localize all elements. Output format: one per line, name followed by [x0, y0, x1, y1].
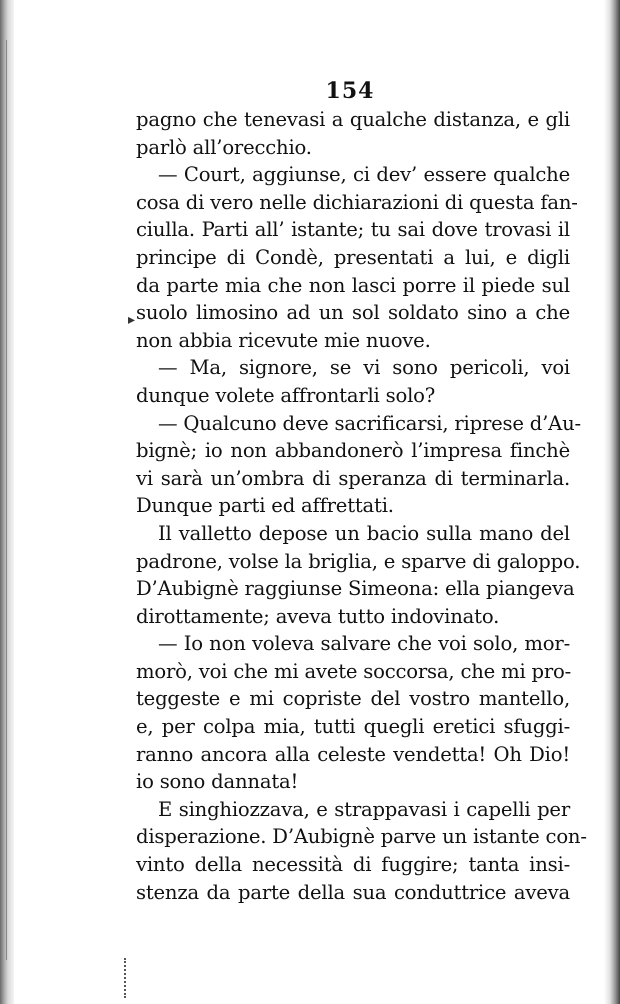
text-line: — Io non voleva salvare che voi solo, mor-: [158, 632, 570, 656]
text-line: parlò all’orecchio.: [136, 135, 312, 159]
text-line: dirottamente; aveva tutto indovinato.: [136, 604, 500, 628]
text-line: vinto della necessità di fuggire; tanta insi-: [136, 853, 570, 877]
text-line: e, per colpa mia, tutti quegli eretici sfuggi-: [136, 715, 570, 739]
text-line: Il valletto depose un bacio sulla mano del: [158, 521, 570, 545]
text-line: cosa di vero nelle dichiarazioni di questa fan-: [136, 190, 578, 214]
text-line: non abbia ricevute mie nuove.: [136, 328, 431, 352]
text-line: dunque volete affrontarli solo?: [136, 383, 436, 407]
text-line: — Court, aggiunse, ci dev’ essere qualche: [158, 163, 570, 187]
text-line: pagno che tenevasi a qualche distanza, e gli: [136, 108, 570, 131]
binding-edge-line: [6, 40, 7, 960]
text-line: Dunque parti ed affrettati.: [136, 494, 394, 518]
bottom-margin-marks: [124, 958, 130, 998]
text-line: da parte mia che non lasci porre il piede sul: [136, 273, 570, 297]
text-line: vi sarà un’ombra di speranza di terminarla.: [136, 466, 570, 490]
text-line: ranno ancora alla celeste vendetta! Oh Dio!: [136, 742, 570, 766]
stray-mark: ▸: [128, 312, 136, 328]
text-line: bignè; io non abbandonerò l’impresa finchè: [136, 439, 570, 463]
text-line: D’Aubignè raggiunse Simeona: ella piangeva: [136, 577, 575, 601]
text-line: suolo limosino ad un sol soldato sino a che: [136, 301, 570, 325]
text-line: ciulla. Parti all’ istante; tu sai dove trovasi il: [136, 218, 570, 242]
text-line: E singhiozzava, e strappavasi i capelli per: [158, 797, 570, 821]
text-line: padrone, volse la briglia, e sparve di galoppo.: [136, 549, 581, 573]
body-text: [136, 106, 587, 906]
page-binding: [0, 0, 14, 1004]
text-line: disperazione. D’Aubignè parve un istante con-: [136, 825, 587, 849]
text-line: stenza da parte della sua conduttrice aveva: [136, 880, 570, 904]
page-right-edge: [604, 0, 620, 1004]
text-line: teggeste e mi copriste del vostro mantello,: [136, 687, 570, 711]
text-line: io sono dannata!: [136, 770, 299, 794]
page-number: 154: [325, 78, 375, 104]
text-line: — Qualcuno deve sacrificarsi, riprese d’Au-: [158, 411, 581, 435]
text-line: principe di Condè, presentati a lui, e digli: [136, 245, 570, 269]
text-line: morò, voi che mi avete soccorsa, che mi pro-: [136, 659, 572, 683]
text-line: — Ma, signore, se vi sono pericoli, voi: [158, 356, 570, 380]
